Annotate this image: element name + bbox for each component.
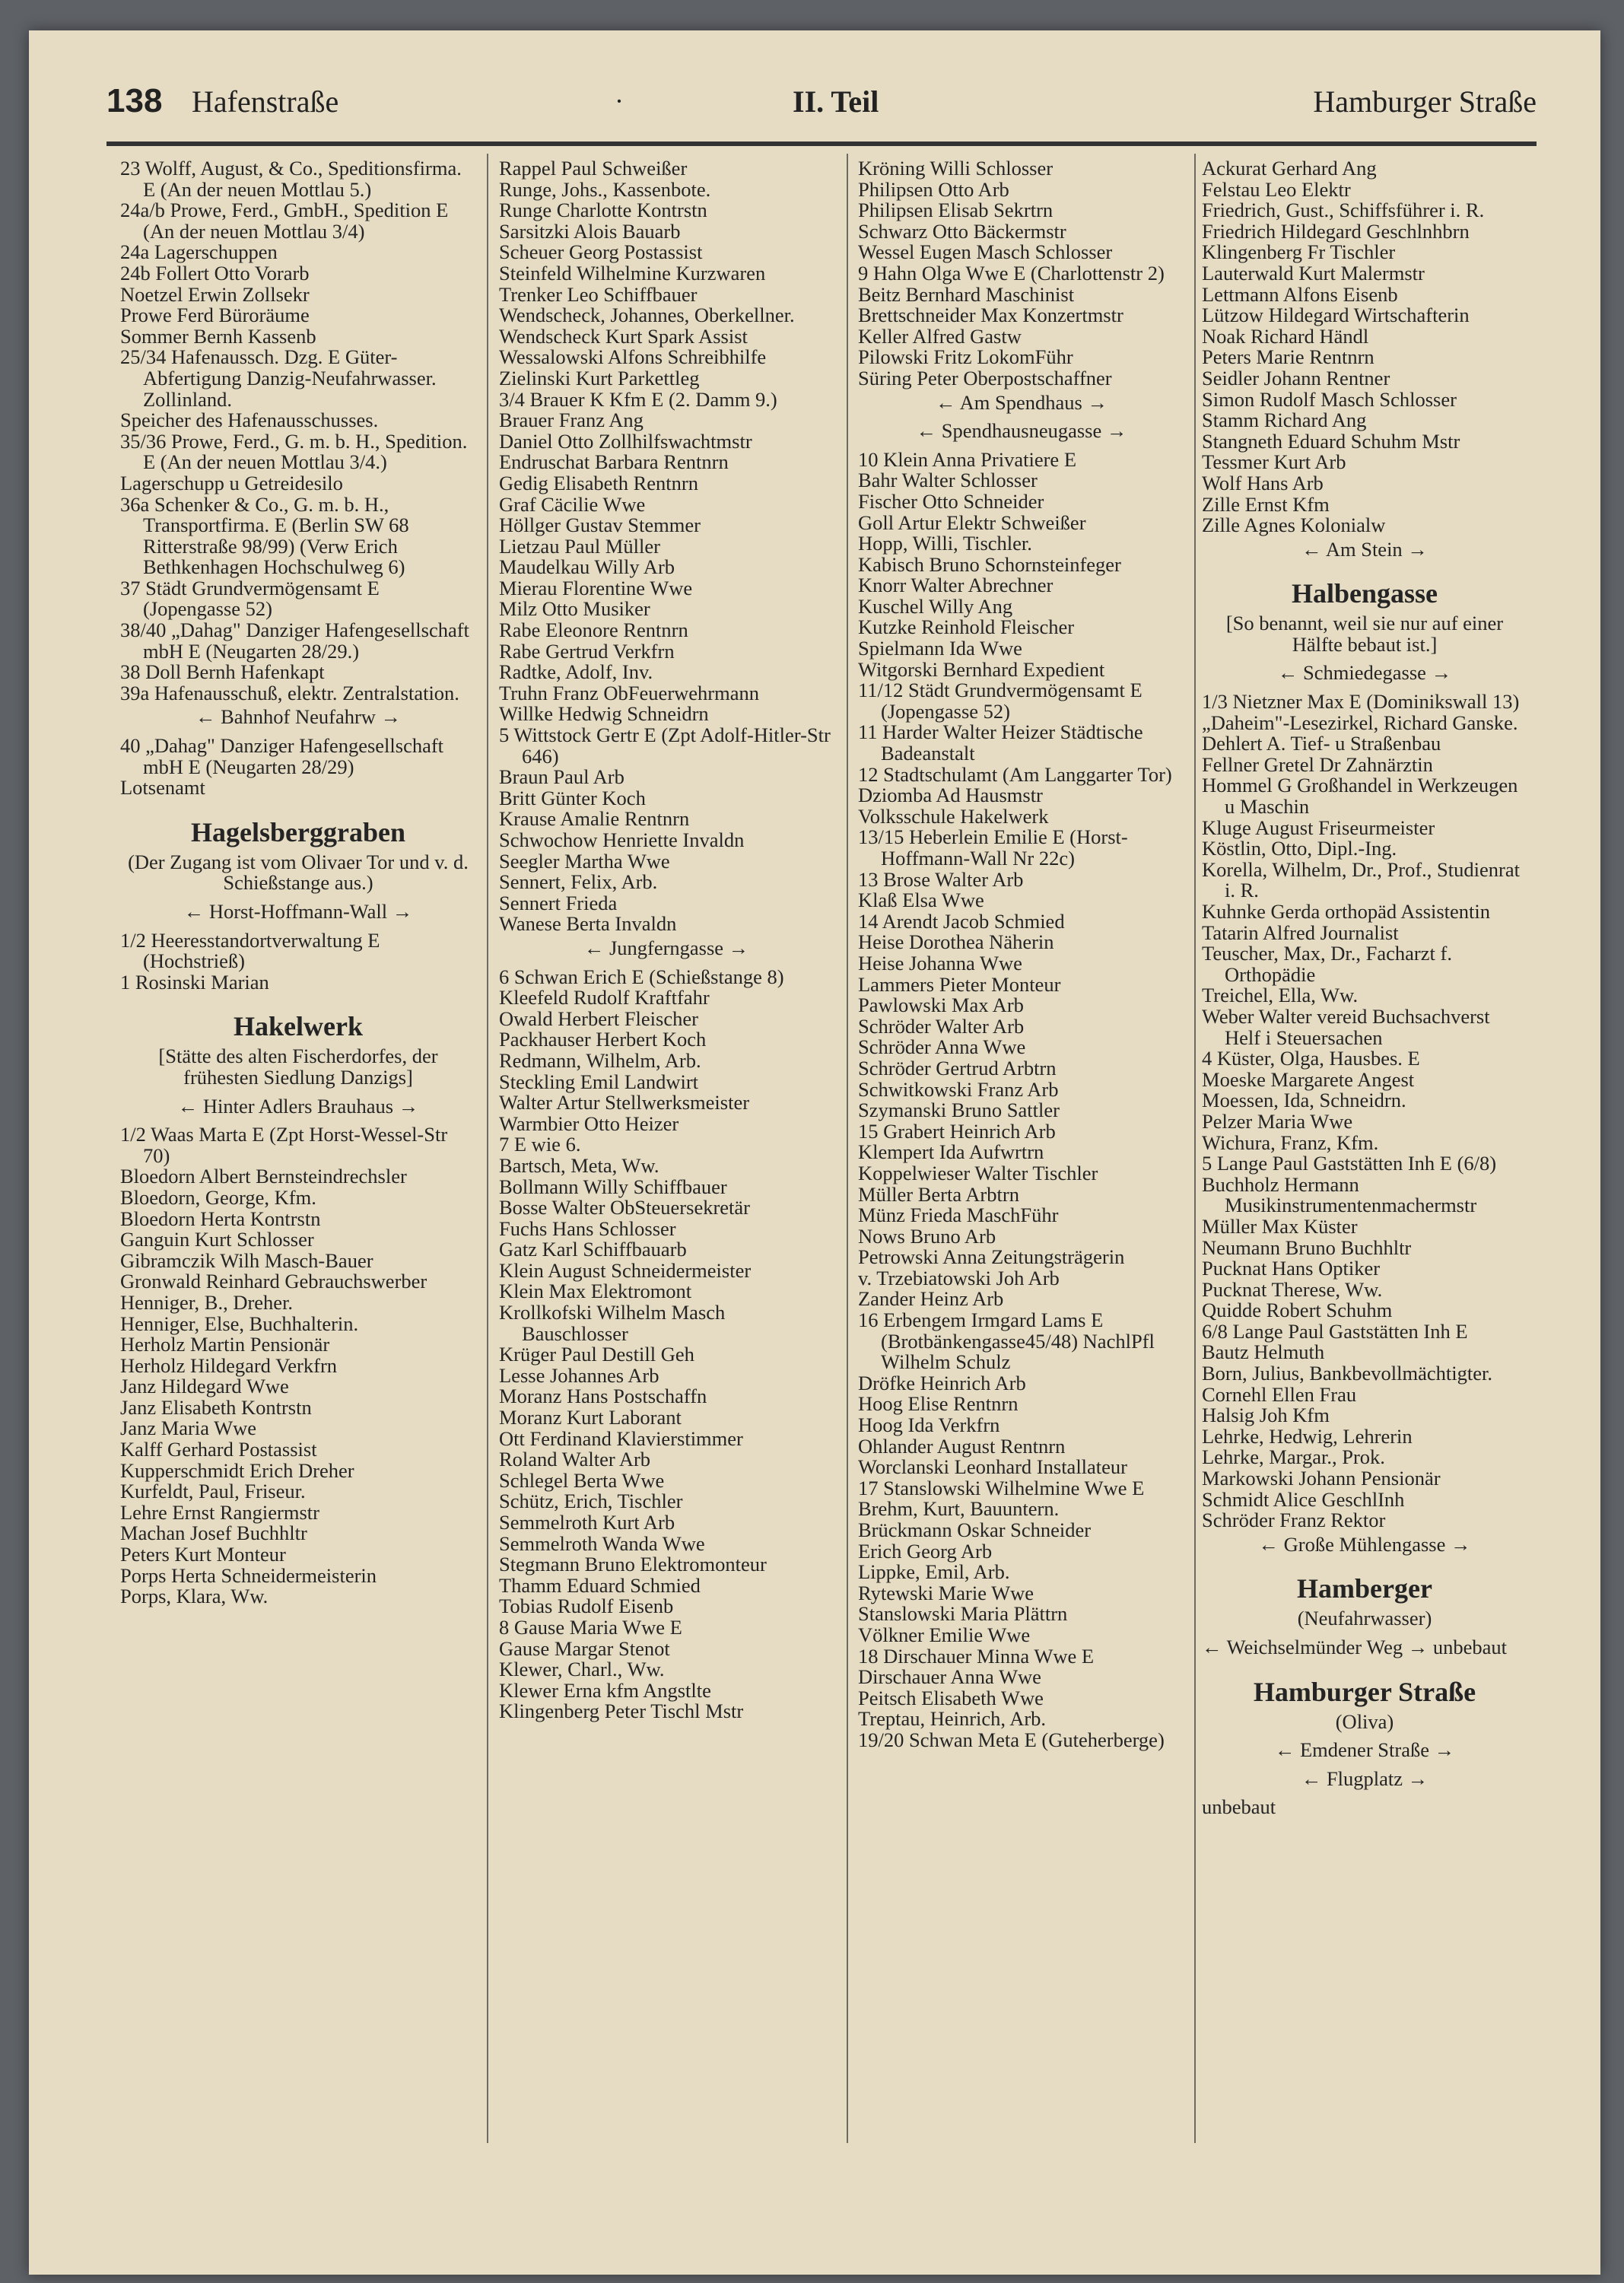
directory-entry: 1/2 Waas Marta E (Zpt Horst-Wessel-Str 70) [120,1123,448,1167]
directory-entry: Steckling Emil Landwirt [499,1070,699,1093]
directory-entry: Ohlander August Rentnrn [858,1434,1066,1458]
directory-entry: Szymanski Bruno Sattler [858,1099,1060,1122]
street-heading: Hagelsberggraben [191,816,405,847]
directory-entry: Rappel Paul Schweißer [499,157,688,180]
column-4 [1202,158,1527,1818]
directory-entry: 12 Stadtschulamt (Am Langgarter Tor) [858,762,1172,786]
directory-entry: Lammers Pieter Monteur [858,972,1061,996]
directory-entry: Schwarz Otto Bäckermstr [858,219,1066,243]
directory-entry: 1/2 Heeresstandortverwaltung E (Hochstrieß) [120,928,380,973]
street-note: [Stätte des alten Fischerdorfes, der frühesten Siedlung Danzigs] [158,1045,438,1089]
directory-entry: Fuchs Hans Schlosser [499,1216,676,1240]
directory-entry: Schwochow Henriette Invaldn [499,828,745,851]
header-right-street: Hamburger Straße [1313,84,1537,119]
directory-entry: Machan Josef Buchhltr [120,1521,307,1545]
directory-entry: Prowe Ferd Büroräume [120,304,310,327]
directory-entry: Pilowski Fritz LokomFühr [858,345,1073,369]
directory-entry: 17 Stanslowski Wilhelmine Wwe E [858,1476,1145,1499]
column-divider [847,154,848,2143]
directory-entry: Wessalowski Alfons Schreibhilfe [499,345,767,369]
directory-entry: Lehrke, Margar., Prok. [1202,1445,1385,1469]
directory-entry: Treichel, Ella, Ww. [1202,984,1359,1007]
directory-entry: Ackurat Gerhard Ang [1202,157,1377,180]
directory-entry: Lettmann Alfons Eisenb [1202,282,1398,306]
directory-entry: Porps, Klara, Ww. [120,1585,269,1608]
directory-entry: Erich Georg Arb [858,1539,993,1563]
directory-entry: Rabe Eleonore Rentnrn [499,618,688,642]
directory-entry: Pelzer Maria Wwe [1202,1109,1353,1133]
directory-entry: Lützow Hildegard Wirtschafterin [1202,304,1470,327]
directory-entry: Kurfeldt, Paul, Friseur. [120,1480,306,1503]
column-3 [858,158,1185,1751]
directory-entry: Tessmer Kurt Arb [1202,450,1346,474]
street-note: (Neufahrwasser) [1297,1607,1432,1630]
directory-entry: Witgorski Bernhard Expedient [858,657,1105,681]
directory-entry: 24b Follert Otto Vorarb [120,261,310,285]
directory-entry: Fellner Gretel Dr Zahnärztin [1202,752,1433,776]
directory-entry: v. Trzebiatowski Joh Arb [858,1266,1060,1289]
directory-entry: 35/36 Prowe, Ferd., G. m. b. H., Spedition. E (An der neuen Mottlau 3/4.) [120,429,468,474]
cross-street-marker: ← Am Stein → [1301,537,1428,561]
directory-entry: Markowski Johann Pensionär [1202,1467,1441,1490]
directory-entry: Worclanski Leonhard Installateur [858,1455,1128,1479]
directory-entry: Bloedorn, George, Kfm. [120,1185,316,1209]
directory-entry: Klewer, Charl., Ww. [499,1658,665,1681]
directory-entry: Warmbier Otto Heizer [499,1111,679,1135]
directory-entry: Owald Herbert Fleischer [499,1006,698,1030]
directory-entry: Neumann Bruno Buchhltr [1202,1235,1412,1259]
directory-entry: Noetzel Erwin Zollsekr [120,282,310,306]
directory-entry: Peters Kurt Monteur [120,1543,286,1566]
directory-entry: 15 Grabert Heinrich Arb [858,1119,1056,1143]
directory-entry: Walter Artur Stellwerksmeister [499,1091,750,1114]
directory-entry: Seidler Johann Rentner [1202,366,1390,390]
directory-entry: Völkner Emilie Wwe [858,1623,1031,1646]
page-header [106,68,1537,145]
directory-entry: Speicher des Hafenausschusses. [120,409,379,432]
directory-entry: Gatz Karl Schiffbauarb [499,1238,687,1261]
directory-entry: 11 Harder Walter Heizer Städtische Badeanstalt [858,720,1143,765]
directory-entry: Stangneth Eduard Schuhm Mstr [1202,429,1460,453]
street-note: (Oliva) [1335,1709,1394,1733]
directory-entry: Thamm Eduard Schmied [499,1573,701,1597]
directory-entry: Gause Margar Stenot [499,1636,670,1660]
directory-entry: Schwitkowski Franz Arb [858,1077,1059,1101]
directory-entry: Schlegel Berta Wwe [499,1468,665,1492]
directory-entry: Kabisch Bruno Schornsteinfeger [858,552,1121,576]
directory-entry: Herholz Martin Pensionär [120,1333,330,1356]
directory-entry: Keller Alfred Gastw [858,324,1022,348]
directory-entry: Zille Ernst Kfm [1202,492,1330,516]
directory-entry: 6 Schwan Erich E (Schießstange 8) [499,965,784,988]
directory-entry: Sennert Frieda [499,891,618,914]
directory-entry: Schütz, Erich, Tischler [499,1490,683,1513]
directory-entry: 23 Wolff, August, & Co., Speditionsfirma. E (An der neuen Mottlau 5.) [120,157,462,201]
directory-entry: Lippke, Emil, Arb. [858,1560,1010,1584]
directory-entry: 40 „Dahag" Danziger Hafengesellschaft mbH E (Neugarten 28/29) [120,734,444,778]
column-2 [499,158,834,1722]
directory-entry: Sommer Bernh Kassenb [120,324,316,348]
directory-entry: Heise Dorothea Näherin [858,930,1054,954]
directory-entry: Scheuer Georg Postassist [499,240,703,264]
directory-entry: Bloedorn Herta Kontrstn [120,1207,321,1230]
directory-entry: 11/12 Städt Grundvermögensamt E (Jopengasse 52) [858,679,1143,723]
directory-entry: Friedrich Hildegard Geschlnhbrn [1202,219,1470,243]
directory-entry: Pucknat Hans Optiker [1202,1257,1381,1280]
street-heading: Hakelwerk [234,1011,363,1042]
directory-entry: Krause Amalie Rentnrn [499,807,690,831]
directory-entry: Müller Berta Arbtrn [858,1182,1019,1206]
directory-entry: Knorr Walter Abrechner [858,574,1054,597]
directory-entry: Kupperschmidt Erich Dreher [120,1458,354,1482]
street-heading: Halbengasse [1291,578,1438,609]
column-divider [487,154,488,2143]
cross-street-marker: ← Spendhausneugasse → [916,419,1127,443]
directory-entry: 1/3 Nietzner Max E (Dominikswall 13) [1202,690,1520,714]
directory-entry: Henniger, B., Dreher. [120,1290,294,1314]
header-separator: · [615,86,624,116]
directory-entry: Pucknat Therese, Ww. [1202,1277,1383,1301]
directory-entry: Gibramczik Wilh Masch-Bauer [120,1248,373,1272]
directory-entry: Goll Artur Elektr Schweißer [858,510,1086,534]
directory-entry: Bollmann Willy Schiffbauer [499,1175,727,1198]
directory-entry: Gronwald Reinhard Gebrauchswerber [120,1270,427,1293]
directory-entry: Klaß Elsa Wwe [858,889,984,912]
directory-entry: 14 Arendt Jacob Schmied [858,909,1065,933]
directory-entry: Höllger Gustav Stemmer [499,514,701,537]
directory-entry: Roland Walter Arb [499,1448,651,1471]
directory-entry: Radtke, Adolf, Inv. [499,660,653,684]
directory-entry: Spielmann Ida Wwe [858,637,1022,660]
directory-entry: Gedig Elisabeth Rentnrn [499,471,698,494]
directory-entry: 24a/b Prowe, Ferd., GmbH., Spedition E (An der neuen Mottlau 3/4) [120,199,449,243]
directory-entry: Bosse Walter ObSteuersekretär [499,1196,750,1219]
directory-entry: 5 Wittstock Gertr E (Zpt Adolf-Hitler-Str 646) [499,723,831,768]
directory-entry: Lehre Ernst Rangiermstr [120,1500,319,1524]
directory-entry: Schröder Gertrud Arbtrn [858,1056,1057,1079]
directory-entry: Janz Elisabeth Kontrstn [120,1395,312,1419]
directory-entry: 10 Klein Anna Privatiere E [858,447,1077,471]
directory-entry: Klingenberg Fr Tischler [1202,240,1396,264]
directory-entry: Redmann, Wilhelm, Arb. [499,1048,701,1072]
directory-entry: Halsig Joh Kfm [1202,1404,1330,1427]
directory-entry: Schröder Walter Arb [858,1014,1025,1038]
directory-entry: Dröfke Heinrich Arb [858,1371,1026,1394]
directory-entry: „Daheim"-Lesezirkel, Richard Ganske. [1202,711,1518,734]
street-heading: Hamberger [1297,1573,1432,1604]
directory-entry: Ott Ferdinand Klavierstimmer [499,1426,743,1450]
directory-entry: Seegler Martha Wwe [499,849,670,873]
directory-entry: Wendscheck, Johannes, Oberkellner. [499,304,795,327]
directory-entry: 16 Erbengem Irmgard Lams E (Brotbänkengasse45/48) NachlPfl Wilhelm Schulz [858,1308,1155,1374]
directory-entry: Noak Richard Händl [1202,324,1369,348]
directory-entry: Hommel G Großhandel in Werkzeugen u Maschin [1202,774,1518,819]
header-part: II. Teil [793,84,879,119]
directory-entry: Quidde Robert Schuhm [1202,1299,1393,1322]
directory-entry: Müller Max Küster [1202,1214,1358,1238]
directory-entry: Felstau Leo Elektr [1202,177,1351,201]
directory-entry: Stamm Richard Ang [1202,409,1367,432]
directory-entry: 9 Hahn Olga Wwe E (Charlottenstr 2) [858,261,1165,285]
directory-entry: Daniel Otto Zollhilfswachtmstr [499,429,752,453]
directory-entry: 38/40 „Dahag" Danziger Hafengesellschaft mbH E (Neugarten 28/29.) [120,618,469,663]
directory-entry: Schmidt Alice GeschlInh [1202,1487,1405,1511]
directory-entry: Mierau Florentine Wwe [499,576,693,599]
directory-entry: Volksschule Hakelwerk [858,804,1049,828]
directory-entry: Zille Agnes Kolonialw [1202,514,1386,537]
directory-entry: Dehlert A. Tief- u Straßenbau [1202,732,1441,755]
directory-entry: 24a Lagerschuppen [120,240,278,264]
directory-entry: Bloedorn Albert Bernsteindrechsler [120,1165,407,1188]
directory-entry: ← Weichselmünder Weg → unbebaut [1202,1636,1507,1658]
directory-entry: Korella, Wilhelm, Dr., Prof., Studienrat i. R. [1202,857,1520,902]
directory-entry: Hoog Elise Rentnrn [858,1392,1019,1416]
directory-entry: Koppelwieser Walter Tischler [858,1161,1098,1184]
directory-entry: 5 Lange Paul Gaststätten Inh E (6/8) [1202,1152,1497,1175]
directory-entry: 25/34 Hafenaussch. Dzg. E Güter-Abfertigung Danzig-Neufahrwasser. Zollinland. [120,345,437,411]
directory-entry: 7 E wie 6. [499,1133,581,1156]
directory-entry: Peitsch Elisabeth Wwe [858,1686,1044,1709]
directory-entry: Klempert Ida Aufwrtrn [858,1140,1044,1164]
directory-entry: Truhn Franz ObFeuerwehrmann [499,681,759,704]
directory-entry: Lagerschupp u Getreidesilo [120,471,343,494]
column-1 [120,158,476,1607]
directory-entry: Born, Julius, Bankbevollmächtigter. [1202,1362,1492,1385]
cross-street-marker: ← Flugplatz → [1301,1766,1429,1790]
directory-entry: Braun Paul Arb [499,765,624,789]
cross-street-marker: ← Hinter Adlers Brauhaus → [177,1094,419,1118]
directory-entry: Beitz Bernhard Maschinist [858,282,1075,306]
directory-entry: Kröning Willi Schlosser [858,157,1054,180]
directory-entry: Klingenberg Peter Tischl Mstr [499,1700,744,1723]
directory-entry: Krüger Paul Destill Geh [499,1343,694,1366]
directory-entry: Moranz Hans Postschaffn [499,1385,707,1408]
directory-entry: Ganguin Kurt Schlosser [120,1228,314,1251]
directory-entry: Klein August Schneidermeister [499,1258,752,1282]
directory-entry: unbebaut [1202,1795,1276,1819]
directory-entry: 13/15 Heberlein Emilie E (Horst-Hoffmann-Wall Nr 22c) [858,825,1128,870]
directory-entry: Schröder Anna Wwe [858,1035,1026,1059]
directory-entry: 8 Gause Maria Wwe E [499,1615,682,1639]
page-number: 138 [106,82,163,119]
directory-entry: Tatarin Alfred Journalist [1202,921,1399,944]
directory-entry: Cornehl Ellen Frau [1202,1382,1357,1406]
directory-entry: Simon Rudolf Masch Schlosser [1202,387,1457,411]
directory-entry: Runge Charlotte Kontrstn [499,199,707,222]
directory-entry: Bahr Walter Schlosser [858,469,1038,492]
directory-entry: Schröder Franz Rektor [1202,1509,1386,1532]
directory-entry: Wichura, Franz, Kfm. [1202,1130,1379,1154]
directory-entry: Maudelkau Willy Arb [499,555,675,579]
directory-entry: Stegmann Bruno Elektromonteur [499,1553,767,1576]
directory-entry: Köstlin, Otto, Dipl.-Ing. [1202,837,1397,860]
directory-entry: Kuschel Willy Ang [858,594,1013,618]
directory-entry: 19/20 Schwan Meta E (Guteherberge) [858,1728,1165,1751]
directory-entry: Treptau, Heinrich, Arb. [858,1707,1047,1731]
directory-entry: Lietzau Paul Müller [499,534,660,558]
directory-entry: 38 Doll Bernh Hafenkapt [120,660,325,684]
cross-street-marker: ← Große Mühlengasse → [1258,1532,1471,1556]
directory-entry: Porps Herta Schneidermeisterin [120,1563,377,1587]
directory-entry: Henniger, Else, Buchhalterin. [120,1312,359,1335]
cross-street-marker: ← Horst-Hoffmann-Wall → [183,900,413,923]
column-divider [1194,154,1196,2143]
directory-entry: Münz Frieda MaschFühr [858,1204,1059,1227]
directory-entry: Wanese Berta Invaldn [499,912,677,936]
directory-entry: Rytewski Marie Wwe [858,1581,1034,1604]
directory-entry: 37 Städt Grundvermögensamt E (Jopengasse 52) [120,576,380,621]
directory-entry: Kuhnke Gerda orthopäd Assistentin [1202,900,1491,923]
directory-entry: Bartsch, Meta, Ww. [499,1153,659,1177]
directory-entry: Willke Hedwig Schneidrn [499,702,709,726]
directory-entry: Buchholz Hermann Musikinstrumentenmachermstr [1202,1172,1477,1217]
directory-entry: 18 Dirschauer Minna Wwe E [858,1644,1095,1668]
directory-entry: Peters Marie Rentnrn [1202,345,1375,369]
directory-entry: Semmelroth Wanda Wwe [499,1531,705,1555]
directory-entry: Janz Hildegard Wwe [120,1375,289,1398]
directory-entry: Dirschauer Anna Wwe [858,1665,1041,1689]
directory-entry: 3/4 Brauer K Kfm E (2. Damm 9.) [499,387,777,411]
directory-entry: 4 Küster, Olga, Hausbes. E [1202,1047,1420,1070]
directory-entry: Pawlowski Max Arb [858,994,1024,1017]
directory-entry: Lotsenamt [120,776,205,800]
directory-entry: Moranz Kurt Laborant [499,1406,682,1429]
directory-entry: Klewer Erna kfm Angstlte [499,1678,711,1702]
directory-entry: Endruschat Barbara Rentnrn [499,450,729,474]
directory-entry: Moeske Margarete Angest [1202,1067,1415,1091]
directory-entry: Teuscher, Max, Dr., Facharzt f. Orthopädie [1202,942,1452,986]
directory-entry: Wolf Hans Arb [1202,471,1324,494]
directory-entry: Runge, Johs., Kassenbote. [499,177,711,201]
directory-entry: Brehm, Kurt, Bauuntern. [858,1497,1060,1521]
directory-entry: 1 Rosinski Marian [120,970,269,994]
cross-street-marker: ← Bahnhof Neufahrw → [195,705,402,729]
directory-entry: Semmelroth Kurt Arb [499,1511,675,1534]
directory-entry: Nows Bruno Arb [858,1224,996,1248]
directory-entry: Sarsitzki Alois Bauarb [499,219,681,243]
directory-entry: Janz Maria Wwe [120,1417,257,1440]
directory-entry: Hopp, Willi, Tischler. [858,532,1032,555]
directory-entry: Milz Otto Musiker [499,597,650,621]
cross-street-marker: ← Jungferngasse → [583,936,749,959]
directory-entry: Heise Johanna Wwe [858,951,1022,975]
directory-entry: Philipsen Otto Arb [858,177,1009,201]
directory-entry: Weber Walter vereid Buchsachverst Helf i Steuersachen [1202,1004,1490,1049]
directory-entry: Wendscheck Kurt Spark Assist [499,324,748,348]
directory-entry: Friedrich, Gust., Schiffsführer i. R. [1202,199,1485,222]
directory-entry: 6/8 Lange Paul Gaststätten Inh E [1202,1319,1468,1343]
directory-entry: Brauer Franz Ang [499,409,644,432]
directory-entry: Fischer Otto Schneider [858,489,1044,513]
cross-street-marker: ← Schmiedegasse → [1277,661,1452,685]
directory-entry: Zander Heinz Arb [858,1287,1004,1311]
directory-entry: Herholz Hildegard Verkfrn [120,1353,338,1377]
directory-entry: Rabe Gertrud Verkfrn [499,639,675,663]
directory-entry: Klein Max Elektromont [499,1280,692,1303]
directory-entry: 13 Brose Walter Arb [858,867,1024,891]
directory-entry: Sennert, Felix, Arb. [499,870,658,894]
directory-entry: Zielinski Kurt Parkettleg [499,366,700,390]
header-rule [106,141,1537,146]
directory-entry: Wessel Eugen Masch Schlosser [858,240,1113,264]
street-note: (Der Zugang ist vom Olivaer Tor und v. d. Schießstange aus.) [128,850,469,895]
directory-entry: Süring Peter Oberpostschaffner [858,366,1112,390]
directory-entry: Steinfeld Wilhelmine Kurzwaren [499,261,766,285]
directory-entry: Lauterwald Kurt Malermstr [1202,261,1425,285]
header-left-street: Hafenstraße [192,84,339,119]
directory-entry: 39a Hafenausschuß, elektr. Zentralstation. [120,681,459,704]
directory-entry: Graf Cäcilie Wwe [499,492,646,516]
directory-entry: Trenker Leo Schiffbauer [499,282,698,306]
cross-street-marker: ← Emdener Straße → [1274,1738,1455,1762]
directory-entry: Brückmann Oskar Schneider [858,1518,1092,1541]
directory-entry: Petrowski Anna Zeitungsträgerin [858,1245,1125,1269]
directory-entry: Kalff Gerhard Postassist [120,1438,317,1461]
directory-entry: Britt Günter Koch [499,786,646,809]
directory-entry: Kutzke Reinhold Fleischer [858,615,1075,639]
directory-entry: Brettschneider Max Konzertmstr [858,304,1123,327]
directory-entry: Packhauser Herbert Koch [499,1028,707,1051]
street-note: [So benannt, weil sie nur auf einer Hälfte bebaut ist.] [1225,612,1504,656]
directory-entry: Stanslowski Maria Plättrn [858,1602,1068,1626]
street-heading: Hamburger Straße [1253,1676,1476,1707]
directory-entry: Lehrke, Hedwig, Lehrerin [1202,1424,1413,1448]
directory-entry: Bautz Helmuth [1202,1340,1325,1364]
directory-entry: Lesse Johannes Arb [499,1363,659,1387]
directory-entry: Philipsen Elisab Sekrtrn [858,199,1054,222]
directory-entry: Dziomba Ad Hausmstr [858,784,1043,807]
directory-entry: Hoog Ida Verkfrn [858,1413,1000,1437]
directory-entry: Kleefeld Rudolf Kraftfahr [499,986,710,1010]
directory-entry: Tobias Rudolf Eisenb [499,1595,674,1618]
directory-entry: Krollkofski Wilhelm Masch Bauschlosser [499,1301,726,1345]
cross-street-marker: ← Am Spendhaus → [936,390,1108,414]
directory-entry: Kluge August Friseurmeister [1202,816,1435,839]
directory-entry: 36a Schenker & Co., G. m. b. H., Transportfirma. E (Berlin SW 68 Ritterstraße 98/99) (Verw Erich Bethkenhagen Hochschulweg 6) [120,492,409,579]
directory-entry: Moessen, Ida, Schneidrn. [1202,1089,1406,1112]
